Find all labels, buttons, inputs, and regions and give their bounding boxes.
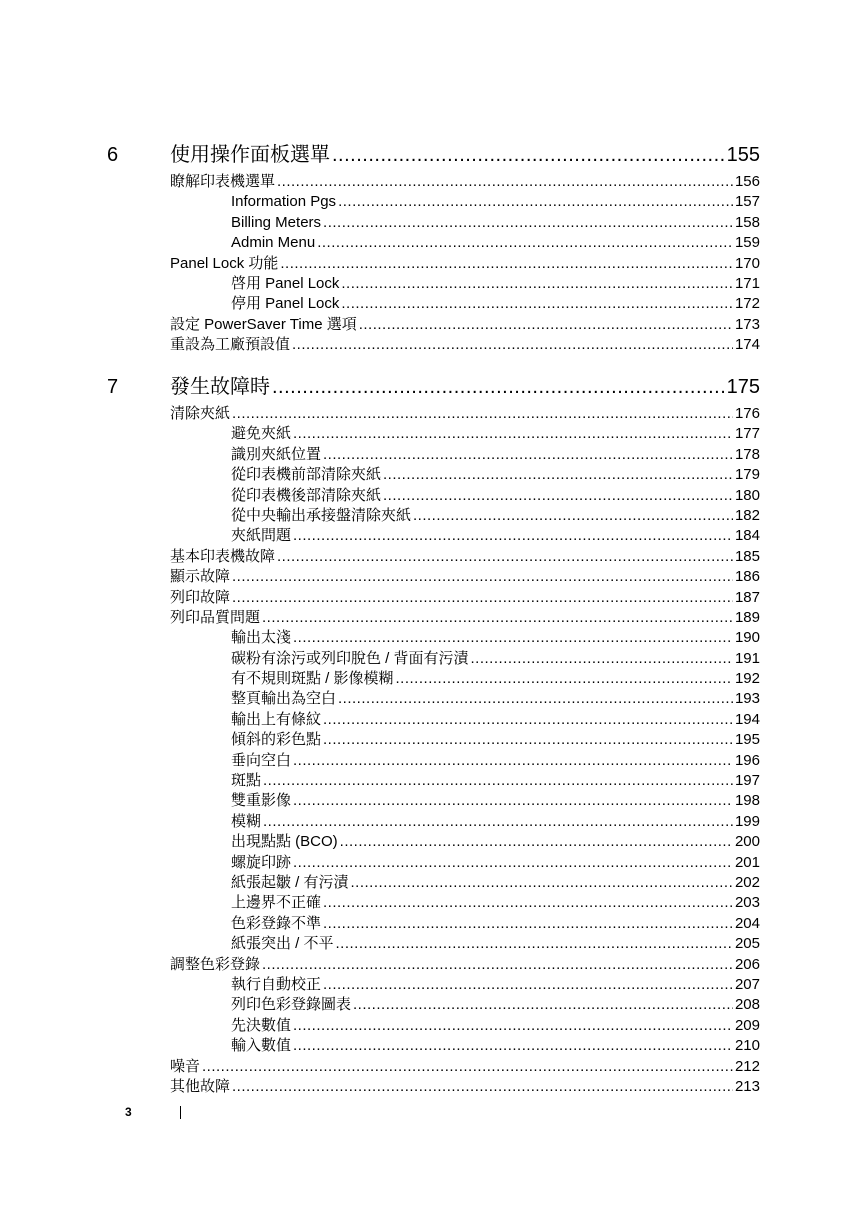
entry-title: 從中央輸出承接盤清除夾紙 [231,506,412,524]
toc-subsection-entry[interactable] [231,424,760,444]
dot-leader [323,730,733,750]
toc-section-entry[interactable] [170,955,760,975]
chapter-entries [0,172,868,356]
entry-title: 模糊 [231,812,262,830]
toc-section-entry[interactable] [170,315,760,335]
dot-leader [263,771,733,791]
dot-leader [359,315,733,335]
chapter-title: 發生故障時 [170,376,270,398]
toc-subsection-entry[interactable] [231,995,760,1015]
entry-page: 174 [734,336,760,354]
entry-title: 清除夾紙 [170,405,231,422]
toc-section-entry[interactable] [170,567,760,587]
entry-page: 196 [734,751,760,769]
entry-title: 列印色彩登錄圖表 [231,996,352,1014]
toc-section-entry[interactable] [170,172,760,192]
dot-leader [323,445,733,465]
dot-leader [383,486,733,506]
dot-leader [293,1036,733,1056]
entry-page: 176 [734,405,760,422]
dot-leader [272,372,725,402]
dot-leader [323,710,733,730]
entry-page: 177 [734,425,760,443]
entry-page: 159 [734,234,760,252]
toc-section-entry[interactable] [170,1077,760,1097]
entry-title: 停用 Panel Lock [231,295,340,313]
toc-subsection-entry[interactable] [231,1016,760,1036]
toc-section-entry[interactable] [170,254,760,274]
entry-title: 瞭解印表機選單 [170,173,276,190]
entry-page: 158 [734,213,760,231]
chapter-number: 6 [107,144,119,166]
toc-section-entry[interactable] [170,335,760,355]
entry-page: 171 [734,274,760,292]
entry-title: 垂向空白 [231,751,292,769]
toc-subsection-entry[interactable] [231,294,760,314]
entry-page: 202 [734,873,760,891]
entry-page: 213 [734,1077,760,1095]
entry-title: 雙重影像 [231,792,292,810]
dot-leader [338,689,733,709]
entry-page: 191 [734,649,760,667]
toc-subsection-entry[interactable] [231,730,760,750]
dot-leader [323,975,733,995]
dot-leader [277,547,733,567]
toc-subsection-entry[interactable] [231,628,760,648]
toc-section-entry[interactable] [170,1057,760,1077]
dot-leader [396,669,733,689]
entry-page: 185 [734,547,760,565]
dot-leader [351,873,733,893]
entry-title: 紙張突出 / 不平 [231,935,334,953]
toc-subsection-entry[interactable] [231,873,760,893]
entry-page: 197 [734,772,760,790]
entry-title: 有不規則斑點 / 影像模糊 [231,670,394,688]
entry-page: 193 [734,690,760,708]
entry-page: 198 [734,792,760,810]
chapter-number: 7 [107,376,119,398]
entry-page: 209 [734,1016,760,1034]
dot-leader [341,274,733,294]
entry-page: 212 [734,1057,760,1075]
entry-title: 噪音 [170,1057,201,1075]
entry-title: 斑點 [231,772,262,790]
dot-leader [292,335,733,355]
dot-leader [232,567,733,587]
dot-leader [202,1057,733,1077]
dot-leader [383,465,733,485]
toc-subsection-entry[interactable] [231,465,760,485]
chapter-6 [0,140,868,356]
entry-page: 207 [734,975,760,993]
entry-title: Information Pgs [231,193,337,211]
dot-leader [232,1077,733,1097]
dot-leader [293,628,733,648]
dot-leader [317,233,733,253]
entry-title: 整頁輸出為空白 [231,690,337,708]
dot-leader [280,254,733,274]
entry-title: 調整色彩登錄 [170,955,261,973]
entry-page: 179 [734,466,760,484]
dot-leader [338,192,733,212]
entry-title: 列印品質問題 [170,608,261,626]
dot-leader [232,588,733,608]
entry-title: Billing Meters [231,213,322,231]
dot-leader [336,934,733,954]
toc-subsection-entry[interactable] [231,486,760,506]
dot-leader [341,294,733,314]
entry-title: 輸出上有條紋 [231,710,322,728]
entry-page: 173 [734,315,760,333]
entry-title: 其他故障 [170,1077,231,1095]
entry-page: 200 [734,833,760,851]
entry-page: 182 [734,506,760,524]
dot-leader [277,172,733,192]
toc-subsection-entry[interactable] [231,832,760,852]
entry-title: Admin Menu [231,234,316,252]
entry-title: 碳粉有涂污或列印脫色 / 背面有污漬 [231,649,469,667]
dot-leader [323,893,733,913]
toc-subsection-entry[interactable] [231,975,760,995]
entry-page: 184 [734,527,760,545]
toc-subsection-entry[interactable] [231,751,760,771]
chapter-heading [0,140,868,172]
entry-page: 156 [734,173,760,190]
entry-page: 186 [734,568,760,586]
entry-title: 傾斜的彩色點 [231,731,322,749]
entry-title: 色彩登錄不準 [231,914,322,932]
entry-title: 螺旋印跡 [231,853,292,871]
toc-subsection-entry[interactable] [231,689,760,709]
entry-page: 203 [734,894,760,912]
entry-title: 先決數值 [231,1016,292,1034]
entry-title: 顯示故障 [170,568,231,586]
entry-page: 204 [734,914,760,932]
entry-title: 避免夾紙 [231,425,292,443]
dot-leader [293,424,733,444]
dot-leader [293,853,733,873]
entry-title: 從印表機後部清除夾紙 [231,486,382,504]
dot-leader [263,812,733,832]
toc-subsection-entry[interactable] [231,506,760,526]
entry-page: 190 [734,629,760,647]
toc-subsection-entry[interactable] [231,526,760,546]
entry-page: 208 [734,996,760,1014]
entry-page: 157 [734,193,760,211]
dot-leader [262,608,733,628]
toc-subsection-entry[interactable] [231,213,760,233]
toc-subsection-entry[interactable] [231,853,760,873]
entry-title: Panel Lock 功能 [170,254,279,272]
entry-page: 189 [734,608,760,626]
toc-subsection-entry[interactable] [231,1036,760,1056]
entry-title: 上邊界不正確 [231,894,322,912]
entry-title: 紙張起皺 / 有污漬 [231,873,349,891]
entry-page: 195 [734,731,760,749]
chapter-entries [0,404,868,1097]
entry-page: 201 [734,853,760,871]
toc-subsection-entry[interactable] [231,791,760,811]
dot-leader [293,791,733,811]
toc-subsection-entry[interactable] [231,771,760,791]
dot-leader [323,914,733,934]
dot-leader [340,832,733,852]
toc-subsection-entry[interactable] [231,445,760,465]
entry-title: 識別夾紙位置 [231,445,322,463]
chapter-7 [0,372,868,1097]
page-number: 3 [125,1105,132,1119]
entry-page: 180 [734,486,760,504]
entry-title: 基本印表機故障 [170,547,276,565]
chapter-heading [0,372,868,404]
chapter-page: 175 [726,376,760,398]
entry-title: 執行自動校正 [231,975,322,993]
entry-page: 187 [734,588,760,606]
entry-title: 設定 PowerSaver Time 選項 [170,315,357,333]
entry-page: 210 [734,1037,760,1055]
dot-leader [332,140,725,170]
toc-subsection-entry[interactable] [231,274,760,294]
chapter-title-row[interactable] [170,372,760,402]
entry-title: 列印故障 [170,588,231,606]
toc-section-entry[interactable] [170,547,760,567]
chapter-title: 使用操作面板選單 [170,144,330,166]
toc-subsection-entry[interactable] [231,649,760,669]
chapter-title-row[interactable] [170,140,760,170]
toc-subsection-entry[interactable] [231,893,760,913]
entry-title: 重設為工廠預設值 [170,336,291,354]
entry-page: 194 [734,710,760,728]
toc-section-entry[interactable] [170,588,760,608]
entry-page: 199 [734,812,760,830]
entry-page: 178 [734,445,760,463]
toc-section-entry[interactable] [170,608,760,628]
toc-subsection-entry[interactable] [231,233,760,253]
entry-page: 206 [734,955,760,973]
entry-page: 192 [734,670,760,688]
entry-title: 出現點點 (BCO) [231,833,338,851]
footer-divider [180,1106,181,1119]
dot-leader [293,751,733,771]
dot-leader [353,995,733,1015]
dot-leader [413,506,733,526]
entry-page: 170 [734,254,760,272]
entry-title: 從印表機前部清除夾紙 [231,466,382,484]
entry-title: 夾紙問題 [231,527,292,545]
dot-leader [323,213,733,233]
toc-subsection-entry[interactable] [231,669,760,689]
dot-leader [293,526,733,546]
chapter-page: 155 [726,144,760,166]
toc-subsection-entry[interactable] [231,914,760,934]
entry-title: 輸入數值 [231,1037,292,1055]
entry-title: 啓用 Panel Lock [231,274,340,292]
entry-page: 172 [734,295,760,313]
toc-section-entry[interactable] [170,404,760,424]
toc-subsection-entry[interactable] [231,710,760,730]
entry-page: 205 [734,935,760,953]
dot-leader [293,1016,733,1036]
toc-subsection-entry[interactable] [231,934,760,954]
toc-subsection-entry[interactable] [231,192,760,212]
dot-leader [471,649,733,669]
dot-leader [262,955,733,975]
dot-leader [232,404,733,424]
entry-title: 輸出太淺 [231,629,292,647]
toc-subsection-entry[interactable] [231,812,760,832]
